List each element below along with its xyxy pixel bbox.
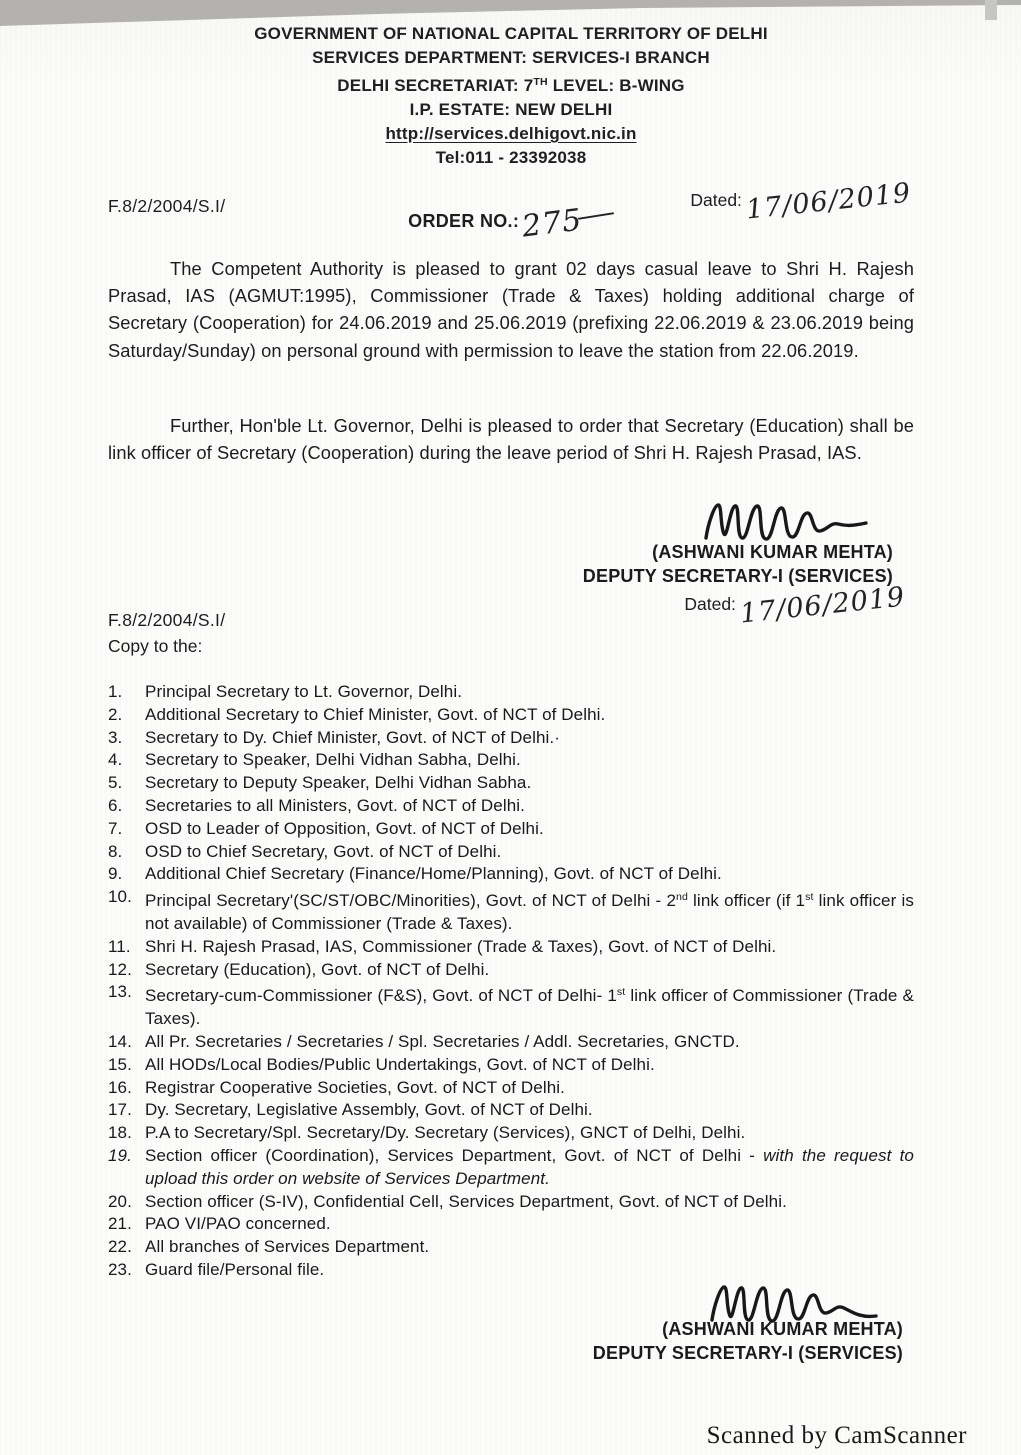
letterhead-url: http://services.delhigovt.nic.in <box>385 124 637 143</box>
list-item <box>108 886 914 936</box>
list-item-number: 15. <box>108 1054 132 1074</box>
text-segment: TH <box>533 76 548 88</box>
list-item-number: 12. <box>108 959 132 979</box>
order-number-label: ORDER NO.: <box>408 211 520 231</box>
list-item-text: Principal Secretary'(SC/ST/OBC/Minorities), Govt. of NCT of Delhi - 2nd link officer (if 1st link officer is not available) of Commissioner (Trade & Taxes). <box>145 891 914 933</box>
file-number: F.8/2/2004/S.I/ <box>108 196 226 216</box>
list-item-text: Additional Chief Secretary (Finance/Home/Planning), Govt. of NCT of Delhi. <box>145 864 722 884</box>
list-item-text: All branches of Services Department. <box>145 1237 430 1257</box>
file-number-2: F.8/2/2004/S.I/ <box>108 610 226 630</box>
list-item-text: Shri H. Rajesh Prasad, IAS, Commissioner (Trade & Taxes), Govt. of NCT of Delhi. <box>145 936 777 956</box>
list-item-text: Section officer (S-IV), Confidential Cell, Services Department, Govt. of NCT of Delhi. <box>145 1191 787 1211</box>
letterhead-line-estate: I.P. ESTATE: NEW DELHI <box>409 100 613 119</box>
list-item-number: 8. <box>108 841 123 861</box>
list-item-number: 20. <box>108 1191 132 1211</box>
list-item <box>108 1145 914 1191</box>
signatory-designation: DEPUTY SECRETARY-I (SERVICES) <box>582 565 893 586</box>
list-item-number: 23. <box>108 1259 132 1279</box>
list-item <box>108 981 914 1031</box>
list-item-text: Secretary to Speaker, Delhi Vidhan Sabha, Delhi. <box>145 750 521 770</box>
list-item <box>108 1077 914 1100</box>
list-item-number: 1. <box>108 682 123 701</box>
list-item-number: 18. <box>108 1123 132 1143</box>
list-item <box>108 1191 914 1214</box>
handwritten-date-2: 17/06/2019 <box>738 581 907 630</box>
list-item-text: Secretary-cum-Commissioner (F&S), Govt. of NCT of Delhi- 1st link officer of Commissioner (Trade & Taxes). <box>145 986 914 1029</box>
dated-label: Dated: <box>690 190 742 210</box>
list-item <box>108 749 914 772</box>
list-item-number: 19. <box>108 1145 132 1165</box>
body-paragraph-2: Further, Hon'ble Lt. Governor, Delhi is pleased to order that Secretary (Education) shall be link officer of Secretary (Cooperation) during the leave period of Shri H. Rajesh Prasad, IAS. <box>108 415 914 464</box>
letterhead-telephone: Tel:011 - 23392038 <box>435 148 587 167</box>
list-item-number: 13. <box>108 982 132 1002</box>
list-item <box>108 1031 914 1054</box>
signatory-block-1 <box>520 541 893 588</box>
list-item-number: 2. <box>108 704 123 724</box>
dated-field-2 <box>684 581 907 630</box>
list-item-text: Additional Secretary to Chief Minister, Govt. of NCT of Delhi. <box>145 704 606 724</box>
list-item <box>108 818 914 841</box>
list-item-number: 17. <box>108 1100 132 1120</box>
list-item-number: 5. <box>108 773 123 793</box>
handwritten-order-number: 275 <box>519 202 584 245</box>
list-item-text: Dy. Secretary, Legislative Assembly, Govt. of NCT of Delhi. <box>145 1100 593 1120</box>
list-item <box>108 681 914 704</box>
list-item-text: Secretary to Dy. Chief Minister, Govt. of NCT of Delhi.· <box>145 727 560 747</box>
dated-label-2: Dated: <box>684 594 736 614</box>
reference-row-2 <box>108 581 914 680</box>
copy-to-label: Copy to the: <box>108 636 203 656</box>
pen-stroke-flourish <box>578 212 614 220</box>
list-item-number: 3. <box>108 727 123 747</box>
list-item-text: OSD to Chief Secretary, Govt. of NCT of Delhi. <box>145 841 502 861</box>
list-item-text: Registrar Cooperative Societies, Govt. of NCT of Delhi. <box>145 1077 565 1097</box>
list-item <box>108 841 914 864</box>
list-item-number: 7. <box>108 818 123 838</box>
list-item <box>108 727 914 750</box>
letterhead-line-government: GOVERNMENT OF NATIONAL CAPITAL TERRITORY OF DELHI <box>254 24 768 43</box>
list-item <box>108 1213 914 1236</box>
text-segment: DELHI SECRETARIAT: 7 <box>337 76 534 95</box>
list-item-text: Guard file/Personal file. <box>145 1259 325 1279</box>
signatory-name-2: (ASHWANI KUMAR MEHTA) <box>662 1319 903 1339</box>
list-item <box>108 795 914 818</box>
list-item-text: Secretaries to all Ministers, Govt. of NCT of Delhi. <box>145 795 525 815</box>
list-item <box>108 959 914 982</box>
list-item-number: 22. <box>108 1237 132 1257</box>
signatory-name: (ASHWANI KUMAR MEHTA) <box>652 542 893 562</box>
list-item <box>108 772 914 795</box>
list-item-number: 11. <box>108 936 131 956</box>
list-item-text: Principal Secretary to Lt. Governor, Delhi. <box>145 682 463 701</box>
list-item-number: 9. <box>108 864 123 884</box>
letterhead <box>108 22 914 170</box>
body-paragraph-1: The Competent Authority is pleased to grant 02 days casual leave to Shri H. Rajesh Prasad, IAS (AGMUT:1995), Commissioner (Trade & Taxes) holding additional charge of Secretary (Cooperation) for 24.06.2019 and 25.06.2019 (prefixing 22.06.2019 & 23.06.2019 being Saturday/Sunday) on personal ground with permission to leave the station from 22.06.2019. <box>108 258 914 361</box>
list-item-number: 4. <box>108 750 123 770</box>
list-item-number: 16. <box>108 1077 132 1097</box>
list-item-text: Secretary to Deputy Speaker, Delhi Vidhan Sabha. <box>145 773 532 793</box>
text-segment: LEVEL: B-WING <box>547 76 685 95</box>
copy-distribution-list <box>108 681 914 1282</box>
camscanner-watermark: Scanned by CamScanner <box>706 1422 967 1449</box>
letterhead-line-secretariat <box>108 70 914 98</box>
scan-corner-artifact <box>985 0 997 20</box>
list-item <box>108 1054 914 1077</box>
list-item <box>108 1236 914 1259</box>
list-item-number: 6. <box>108 795 123 815</box>
list-item-text: All Pr. Secretaries / Secretaries / Spl. Secretaries / Addl. Secretaries, GNCTD. <box>145 1031 740 1051</box>
list-item-text: PAO VI/PAO concerned. <box>145 1214 331 1234</box>
list-item-text: Section officer (Coordination), Services Department, Govt. of NCT of Delhi - with the request to upload this order on website of Services Department. <box>145 1145 914 1188</box>
order-number-row <box>108 202 914 245</box>
handwritten-date: 17/06/2019 <box>744 177 913 226</box>
list-item <box>108 704 914 727</box>
list-item-text: All HODs/Local Bodies/Public Undertakings, Govt. of NCT of Delhi. <box>145 1054 655 1074</box>
list-item <box>108 1099 914 1122</box>
list-item-number: 21. <box>108 1214 132 1234</box>
signatory-block-2 <box>520 1318 903 1365</box>
list-item-text: OSD to Leader of Opposition, Govt. of NCT of Delhi. <box>145 818 544 838</box>
list-item <box>108 863 914 886</box>
list-item-text: P.A to Secretary/Spl. Secretary/Dy. Secretary (Services), GNCT of Delhi, Delhi. <box>145 1123 746 1143</box>
list-item <box>108 1122 914 1145</box>
signatory-designation-2: DEPUTY SECRETARY-I (SERVICES) <box>592 1342 903 1363</box>
list-item <box>108 936 914 959</box>
list-item-text: Secretary (Education), Govt. of NCT of Delhi. <box>145 959 490 979</box>
list-item-number: 10. <box>108 887 132 907</box>
list-item-number: 14. <box>108 1031 132 1051</box>
letterhead-line-department: SERVICES DEPARTMENT: SERVICES-I BRANCH <box>312 48 710 67</box>
